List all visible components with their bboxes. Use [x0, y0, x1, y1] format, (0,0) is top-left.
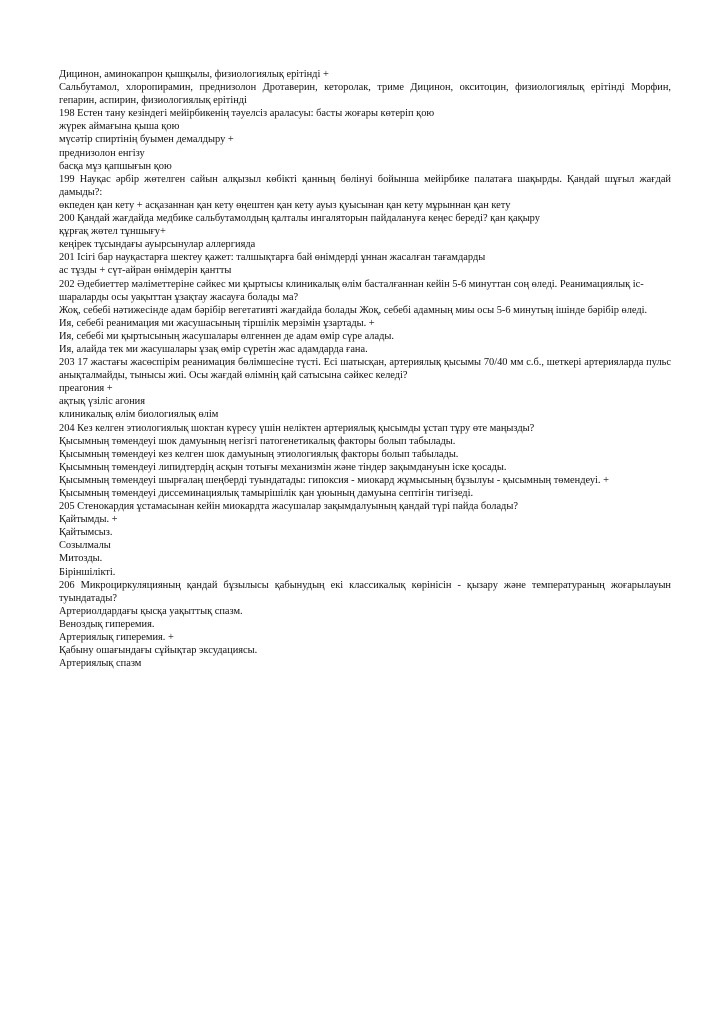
answer-option: Қысымның төмендеуі шырғалаң шеңберді туындатады: гипоксия - миокард жұмысының бұзылуы - қысымның төмендеуі. +: [59, 474, 609, 486]
answer-option: өкпеден қан кету + асқазаннан қан кету өңештен қан кету ауыз қуысынан қан кету мұрыннан қан кету: [59, 199, 511, 211]
answer-option: Біріншілікті.: [59, 566, 116, 578]
question-204: 204 Кез келген этиологиялық шоктан күресу үшін неліктен артериялық қысымды ұстап тұру өте маңызды?: [59, 422, 535, 434]
answer-option: ас тұзды + сүт-айран өнімдерін қантты: [59, 265, 232, 277]
answer-option: ақтық үзіліс агония: [59, 396, 146, 408]
question-198: 198 Естен тану кезіндегі мейірбикенің тәуелсіз араласуы: басты жоғары көтеріп қою: [59, 108, 435, 120]
question-202: 202 Әдебиеттер мәліметтеріне сәйкес ми қыртысы клиникалық өлім басталғаннан кейін 5-6 минуттан соң өледі. Реанимациялық іс-шараларды осы уақыттан ұзақтау жасауға болады ма?: [59, 278, 644, 303]
answer-option: Қысымның төмендеуі шок дамуының негізгі патогенетикалық факторы болып табылады.: [59, 435, 456, 447]
question-203: 203 17 жастағы жасөспірім реанимация бөлімшесіне түсті. Есі шатысқан, артериялық қысымы 70/40 мм с.б., шеткері артерияларда пульс анықталмайды, тынысы жиі. Осы жағдай өлімнің қай сатысына сәйкес келеді?: [59, 357, 671, 382]
answer-option: преагония +: [59, 383, 113, 395]
answer-option: клиникалық өлім биологиялық өлім: [59, 409, 219, 421]
answer-option: Артериялық спазм: [59, 658, 142, 670]
question-205: 205 Стенокардия ұстамасынан кейін миокардта жасушалар зақымдалуының қандай түрі пайда болады?: [59, 501, 518, 513]
answer-option: Митозды.: [59, 553, 103, 565]
answer-option: Жоқ, себебі нәтижесінде адам бәрібір вегетативті жағдайда болады Жоқ, себебі адамның миы осы 5-6 минутың ішінде бәрібір өледі.: [59, 304, 648, 316]
answer-option: преднизолон енгізу: [59, 147, 145, 159]
answer-option: кеңірек тұсындағы ауырсынулар аллергияда: [59, 239, 256, 251]
answer-option: мүсәтір спиртінің буымен демалдыру +: [59, 134, 234, 146]
answer-option: Қайтымсыз.: [59, 527, 113, 539]
answer-option: Қабыну ошағындағы сұйықтар эксудациясы.: [59, 645, 258, 657]
answer-option: Қысымның төмендеуі липидтердің асқын тотығы механизмін және тіндер зақымдануын іске қосады.: [59, 461, 507, 473]
answer-option: Ия, алайда тек ми жасушалары ұзақ өмір сүретін жас адамдарда ғана.: [59, 343, 368, 355]
answer-option: Қысымның төмендеуі диссеминациялық тамырішілік қан ұюының дамуына септігін тигізеді.: [59, 488, 474, 499]
text-line: Дицинон, аминокапрон қышқылы, физиологиялық ерітінді +: [59, 69, 329, 80]
question-201: 201 Ісігі бар науқастарға шектеу қажет: талшықтарға бай өнімдерді ұннан жасалған тағамдарды: [59, 252, 486, 264]
answer-option: Артериялық гиперемия. +: [59, 632, 174, 644]
answer-option: жүрек аймағына қыша қою: [59, 121, 180, 133]
answer-option: басқа мұз қапшығын қою: [59, 160, 172, 172]
answer-option: Қысымның төмендеуі кез келген шок дамуының этиологиялық факторы болып табылады.: [59, 448, 459, 460]
answer-option: Созылмалы: [59, 540, 111, 552]
text-line: Сальбутамол, хлоропирамин, преднизолон Дротаверин, кеторолак, триме Дицинон, окситоцин, физиологиялық ерітінді Морфин, гепарин, аспирин, физиологиялық ерітінді: [59, 82, 671, 107]
answer-option: Веноздық гиперемия.: [59, 618, 155, 630]
question-206: 206 Микроциркуляцияның қандай бұзылысы қабынудың екі классикалық көрінісін - қызару және температураның жоғарылауын туындатады?: [59, 579, 671, 604]
answer-option: Артериолдардағы қысқа уақыттық спазм.: [59, 605, 243, 617]
answer-option: Қайтымды. +: [59, 514, 118, 526]
question-200: 200 Қандай жағдайда медбике сальбутамолдың қалталы ингаляторын пайдалануға кеңес береді? қан қақыру: [59, 213, 540, 225]
question-199: 199 Науқас әрбір жөтелген сайын алқызыл көбікті қанның бөлінуі бойынша мейірбике палатаға шақырды. Қандай шұғыл жағдай дамыды?:: [59, 173, 671, 198]
document-page: [59, 68, 671, 670]
answer-option: Ия, себебі реанимация ми жасушасының тіршілік мерзімін ұзартады. +: [59, 317, 375, 329]
answer-option: Ия, себебі ми қыртысының жасушалары өлгеннен де адам өмір сүре алады.: [59, 330, 394, 342]
answer-option: құрғақ жөтел тұншығу+: [59, 226, 166, 238]
